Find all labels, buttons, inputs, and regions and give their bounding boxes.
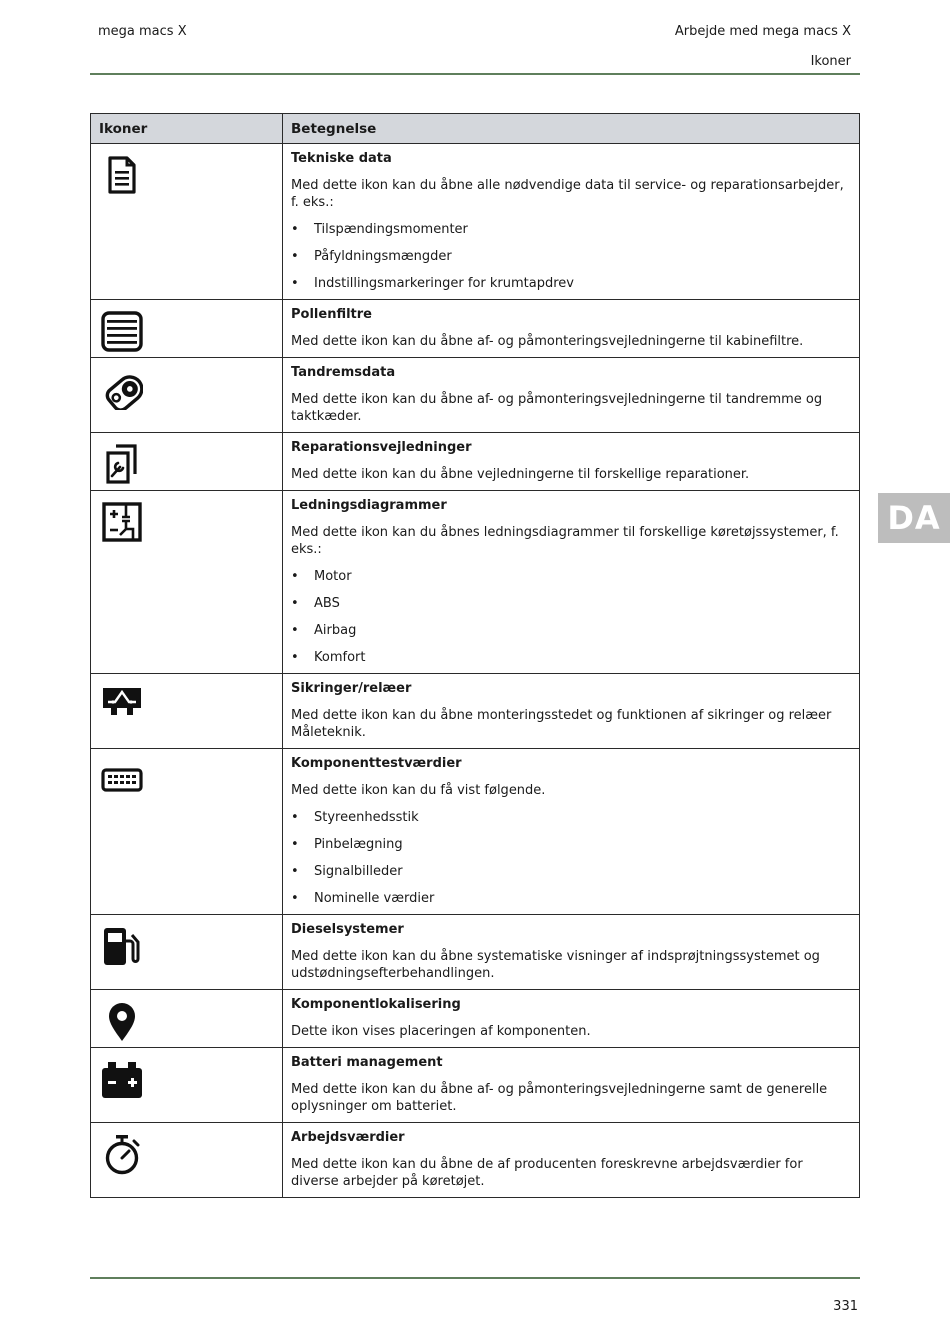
- designation-cell: [283, 300, 860, 358]
- icon-cell: [91, 144, 283, 300]
- header-chapter: Arbejde med mega macs X: [674, 24, 851, 39]
- designation-cell: [283, 674, 860, 749]
- icon-cell: [91, 915, 283, 990]
- battery-icon: [101, 1058, 143, 1100]
- pollen-filter-icon: [101, 310, 143, 352]
- designation-cell: [283, 749, 860, 915]
- designation-description: Med dette ikon kan du åbne af- og påmonteringsvejledningerne til tandremme og taktkæder.: [291, 392, 823, 424]
- table-row: [91, 491, 860, 674]
- icon-cell: [91, 674, 283, 749]
- language-tab: DA: [878, 493, 950, 543]
- list-item: • Påfyldningsmængder: [291, 248, 849, 265]
- designation-title: Komponentlokalisering: [291, 997, 461, 1012]
- icon-cell: [91, 300, 283, 358]
- table-row: [91, 990, 860, 1048]
- list-item: • Indstillingsmarkeringer for krumtapdrev: [291, 275, 849, 292]
- list-item: • Tilspændingsmomenter: [291, 221, 849, 238]
- designation-description: Med dette ikon kan du åbne systematiske visninger af indsprøjtningssystemet og udstødningsefterbehandlingen.: [291, 949, 820, 981]
- bullet-list: [291, 809, 849, 907]
- table-row: [91, 1123, 860, 1198]
- page-number: 331: [833, 1299, 858, 1314]
- header-subsection: Ikoner: [810, 54, 851, 69]
- list-item: • Airbag: [291, 622, 849, 639]
- icon-cell: [91, 1123, 283, 1198]
- designation-description: Dette ikon vises placeringen af komponenten.: [291, 1024, 591, 1039]
- designation-description: Med dette ikon kan du åbne af- og påmonteringsvejledningerne samt de generelle oplysninger om batteriet.: [291, 1082, 828, 1114]
- bullet-list: [291, 221, 849, 292]
- designation-title: Pollenfiltre: [291, 307, 372, 322]
- icon-cell: [91, 491, 283, 674]
- designation-cell: [283, 144, 860, 300]
- table-row: [91, 749, 860, 915]
- fuse-relay-icon: [101, 684, 143, 726]
- icon-cell: [91, 749, 283, 915]
- header-product-name: mega macs X: [98, 24, 187, 39]
- designation-title: Reparationsvejledninger: [291, 440, 472, 455]
- fuel-pump-icon: [101, 925, 143, 967]
- list-item: • Motor: [291, 568, 849, 585]
- designation-title: Dieselsystemer: [291, 922, 404, 937]
- icon-cell: [91, 358, 283, 433]
- wiring-diagram-icon: [101, 501, 143, 543]
- designation-title: Tekniske data: [291, 151, 392, 166]
- designation-cell: [283, 915, 860, 990]
- designation-cell: [283, 433, 860, 491]
- designation-title: Sikringer/relæer: [291, 681, 412, 696]
- table-row: [91, 433, 860, 491]
- icon-cell: [91, 433, 283, 491]
- location-pin-icon: [101, 1000, 143, 1042]
- bullet-list: [291, 568, 849, 666]
- repair-manual-icon: [101, 443, 143, 485]
- icon-table: [90, 113, 860, 1198]
- list-item: • Styreenhedsstik: [291, 809, 849, 826]
- designation-description: Med dette ikon kan du åbne de af producenten foreskrevne arbejdsværdier for diverse arbejder på køretøjet.: [291, 1157, 803, 1189]
- table-row: [91, 915, 860, 990]
- designation-cell: [283, 1123, 860, 1198]
- designation-title: Batteri management: [291, 1055, 443, 1070]
- list-item: • Nominelle værdier: [291, 890, 849, 907]
- designation-title: Komponenttestværdier: [291, 756, 462, 771]
- list-item: • ABS: [291, 595, 849, 612]
- table-row: [91, 1048, 860, 1123]
- header-section: [675, 17, 851, 77]
- designation-title: Arbejdsværdier: [291, 1130, 405, 1145]
- designation-cell: [283, 1048, 860, 1123]
- designation-description: Med dette ikon kan du få vist følgende.: [291, 783, 546, 798]
- table-row: [91, 674, 860, 749]
- designation-title: Ledningsdiagrammer: [291, 498, 447, 513]
- footer-divider: [90, 1277, 860, 1279]
- table-row: [91, 144, 860, 300]
- component-test-icon: [101, 759, 143, 801]
- designation-description: Med dette ikon kan du åbne af- og påmonteringsvejledningerne til kabinefiltre.: [291, 334, 804, 349]
- stopwatch-icon: [101, 1133, 143, 1175]
- table-header-row: [91, 114, 860, 144]
- designation-description: Med dette ikon kan du åbne monteringsstedet og funktionen af sikringer og relæer Måleteknik.: [291, 708, 832, 740]
- column-header-icons: Ikoner: [91, 114, 283, 144]
- designation-cell: [283, 990, 860, 1048]
- designation-description: Med dette ikon kan du åbne alle nødvendige data til service- og reparationsarbejder, f. eks.:: [291, 178, 844, 210]
- designation-title: Tandremsdata: [291, 365, 396, 380]
- table-row: [91, 300, 860, 358]
- list-item: • Komfort: [291, 649, 849, 666]
- header-divider: [90, 73, 860, 75]
- designation-description: Med dette ikon kan du åbnes ledningsdiagrammer til forskellige køretøjssystemer, f. eks.:: [291, 525, 839, 557]
- timing-belt-icon: [101, 368, 143, 410]
- table-row: [91, 358, 860, 433]
- designation-cell: [283, 491, 860, 674]
- document-icon: [101, 154, 143, 196]
- column-header-designation: Betegnelse: [283, 114, 860, 144]
- list-item: • Pinbelægning: [291, 836, 849, 853]
- designation-cell: [283, 358, 860, 433]
- designation-description: Med dette ikon kan du åbne vejledningerne til forskellige reparationer.: [291, 467, 750, 482]
- list-item: • Signalbilleder: [291, 863, 849, 880]
- icon-cell: [91, 1048, 283, 1123]
- icon-cell: [91, 990, 283, 1048]
